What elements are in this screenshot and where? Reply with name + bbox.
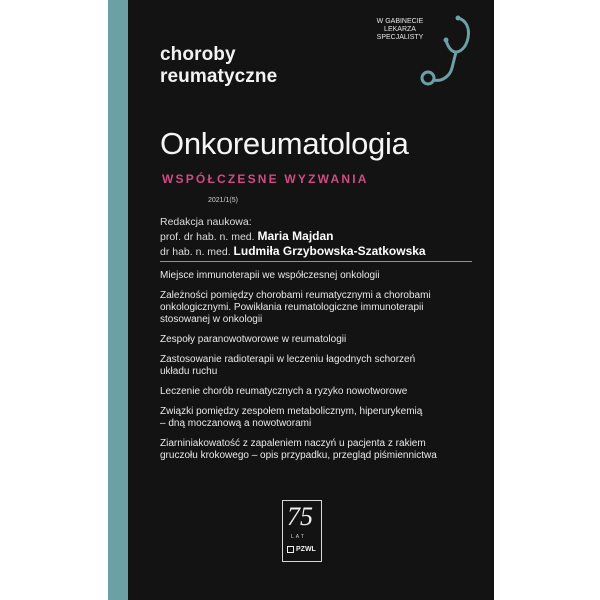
toc-item [160, 406, 478, 430]
toc-item [160, 334, 478, 346]
series-title [160, 44, 277, 88]
publisher-mark-icon [287, 546, 294, 553]
issue-number: 2021/1(5) [208, 197, 238, 204]
toc-line: Zespoły paranowotworowe w reumatologii [160, 334, 347, 345]
anniversary-logo [282, 500, 322, 562]
editors-heading: Redakcja naukowa: [160, 216, 252, 228]
logo-number: 75 [287, 502, 313, 531]
book-title: Onkoreumatologia [160, 126, 409, 161]
toc-line: układu ruchu [160, 366, 218, 377]
toc-line: stosowanej w onkologii [160, 314, 263, 325]
toc-line: Leczenie chorób reumatycznych a ryzyko nowotworowe [160, 386, 408, 397]
toc-item [160, 354, 478, 378]
toc-line: gruczołu krokowego – opis przypadku, przegląd piśmiennictwa [160, 450, 437, 461]
toc-line: Zależności pomiędzy chorobami reumatycznymi a chorobami [160, 290, 431, 301]
badge-line-3: SPECJALISTY [376, 34, 424, 41]
series-line-1: choroby [160, 44, 236, 65]
badge-line-1: W GABINECIE [376, 18, 424, 25]
editor-2-title: dr hab. n. med. [160, 246, 231, 258]
toc-item [160, 386, 478, 398]
toc-line: Ziarniniakowatość z zapaleniem naczyń u pacjenta z rakiem [160, 438, 426, 449]
table-of-contents [160, 270, 478, 470]
publisher-name: PZWL [296, 546, 316, 553]
editor-1-name: Maria Majdan [257, 229, 334, 243]
cover-spine-stripe [108, 0, 128, 600]
editors-block [160, 215, 426, 259]
toc-item [160, 270, 478, 282]
toc-line: onkologicznymi. Powikłania reumatologiczne immunoterapii [160, 302, 424, 313]
editor-2 [160, 244, 426, 259]
badge-line-2: LEKARZA [384, 26, 416, 33]
toc-line: Miejsce immunoterapii we współczesnej onkologii [160, 270, 380, 281]
toc-line: Związki pomiędzy zespołem metabolicznym, hiperurykemią [160, 406, 423, 417]
logo-lat: LAT [291, 534, 306, 540]
toc-line: Zastosowanie radioterapii w leczeniu łagodnych schorzeń [160, 354, 416, 365]
series-line-2: reumatyczne [160, 66, 278, 87]
book-subtitle: WSPÓŁCZESNE WYZWANIA [162, 172, 369, 186]
toc-item [160, 438, 478, 462]
editor-2-name: Ludmiła Grzybowska-Szatkowska [233, 244, 426, 258]
divider-line [160, 261, 472, 262]
toc-item [160, 290, 478, 326]
stethoscope-icon [400, 10, 480, 90]
editor-1 [160, 229, 426, 244]
editor-1-title: prof. dr hab. n. med. [160, 231, 255, 243]
toc-line: – dną moczanową a nowotworami [160, 418, 312, 429]
